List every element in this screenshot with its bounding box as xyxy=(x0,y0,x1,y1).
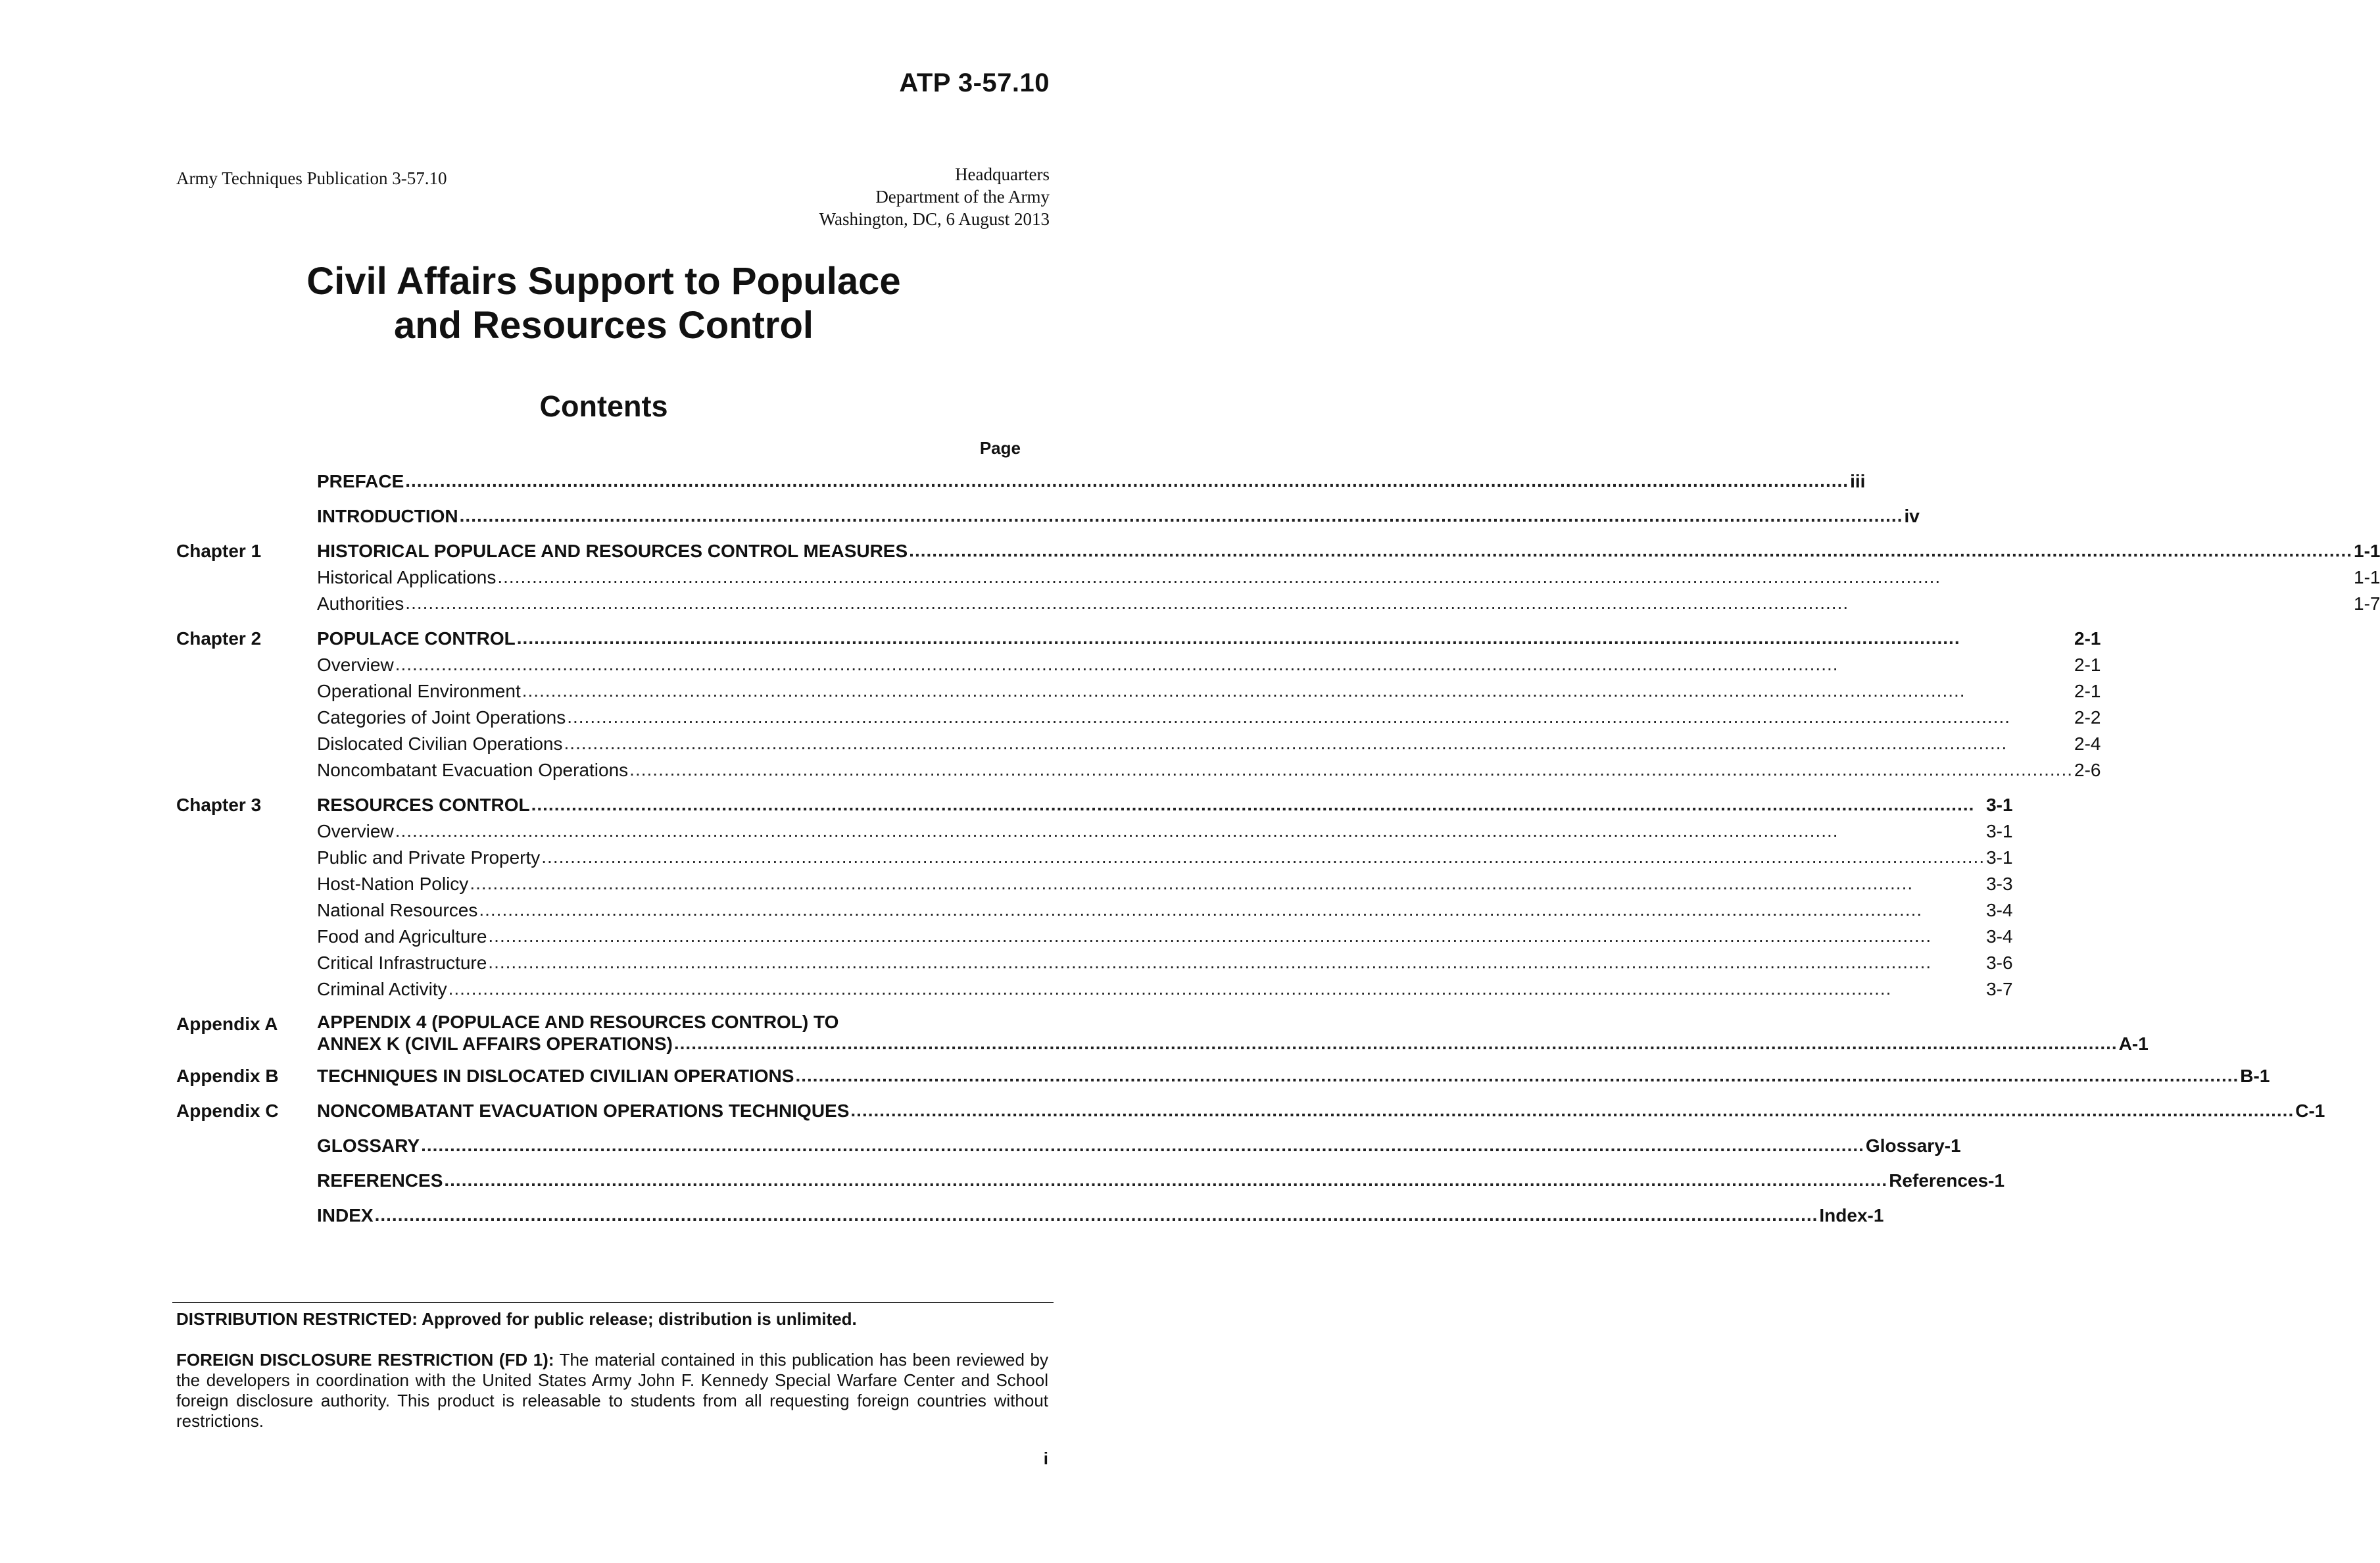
toc-entries xyxy=(317,1063,2270,1089)
toc-entry-title: Categories of Joint Operations xyxy=(317,707,566,728)
document-title xyxy=(0,259,1207,347)
toc-page-number: 3-1 xyxy=(1986,821,2013,841)
dot-leader xyxy=(531,791,1985,818)
toc-entry-title: INDEX xyxy=(317,1205,374,1226)
toc-entry-title: Authorities xyxy=(317,593,404,614)
dot-leader xyxy=(541,844,1985,870)
toc-entry[interactable] xyxy=(317,538,2380,564)
dot-leader xyxy=(395,651,2073,678)
toc-section-label xyxy=(176,1168,317,1194)
toc-entries xyxy=(317,538,2380,617)
toc-entry-title: Historical Applications xyxy=(317,567,497,587)
toc-page-number: 2-6 xyxy=(2074,760,2101,780)
dot-leader xyxy=(449,976,1985,1002)
authority-date-line: Washington, DC, 6 August 2013 xyxy=(819,209,1050,229)
dot-leader xyxy=(460,503,1903,529)
foreign-disclosure-label: FOREIGN DISCLOSURE RESTRICTION (FD 1): xyxy=(176,1350,554,1370)
toc-entry[interactable] xyxy=(317,1063,2270,1089)
toc-section-label xyxy=(176,1133,317,1159)
table-of-contents xyxy=(176,468,2380,1237)
toc-entry-title: Criminal Activity xyxy=(317,979,447,999)
toc-block xyxy=(176,503,1920,530)
toc-page-number: B-1 xyxy=(2240,1066,2270,1086)
publication-id: ATP 3-57.10 xyxy=(899,68,1050,97)
toc-entry[interactable] xyxy=(317,678,2101,705)
dot-leader xyxy=(850,1097,2294,1124)
toc-block xyxy=(176,1063,2270,1089)
toc-block xyxy=(176,1011,2149,1054)
toc-block xyxy=(176,538,2380,617)
toc-entry-title: REFERENCES xyxy=(317,1170,443,1191)
toc-entry-title: Overview xyxy=(317,821,394,841)
toc-entry-title: Food and Agriculture xyxy=(317,926,487,947)
toc-entry-title: Noncombatant Evacuation Operations xyxy=(317,760,629,780)
dot-leader xyxy=(421,1132,1864,1158)
toc-page-number: Glossary-1 xyxy=(1865,1135,1961,1156)
toc-page-number: 3-4 xyxy=(1986,926,2013,947)
dot-leader xyxy=(522,678,2073,704)
toc-entry[interactable] xyxy=(317,871,2013,897)
toc-entry-title: TECHNIQUES IN DISLOCATED CIVILIAN OPERATIONS xyxy=(317,1066,794,1086)
toc-section-label: Appendix B xyxy=(176,1066,279,1086)
toc-page-number: 2-1 xyxy=(2074,681,2101,701)
toc-entries xyxy=(317,1133,1961,1159)
toc-entry[interactable] xyxy=(317,731,2101,757)
toc-entry-title: Dislocated Civilian Operations xyxy=(317,733,563,754)
toc-page-number: 3-6 xyxy=(1986,953,2013,973)
toc-page-number: 2-4 xyxy=(2074,733,2101,754)
toc-entry[interactable] xyxy=(317,564,2380,591)
toc-entries xyxy=(317,626,2101,783)
foreign-disclosure-statement xyxy=(176,1350,1048,1431)
toc-entry-title: Host-Nation Policy xyxy=(317,874,469,894)
toc-page-number: 2-2 xyxy=(2074,707,2101,728)
toc-section-label: Chapter 3 xyxy=(176,795,262,815)
title-line: Civil Affairs Support to Populace xyxy=(306,260,901,303)
toc-entry-title[interactable]: APPENDIX 4 (POPULACE AND RESOURCES CONTROL) TO xyxy=(317,1012,839,1032)
toc-page-number: C-1 xyxy=(2295,1101,2325,1121)
toc-section-label xyxy=(176,468,317,495)
dot-leader xyxy=(909,537,2352,564)
toc-block xyxy=(176,626,2101,783)
toc-entry[interactable] xyxy=(317,1098,2325,1124)
toc-entry[interactable] xyxy=(317,976,2013,1003)
foreign-disclosure-text: The material contained in this publication has been reviewed by the developers in coordination with the United States Army John F. Kennedy Special Warfare Center and School foreign disclosure authority. This product is releasable to students from all requesting foreign countries without restrictions. xyxy=(176,1350,1048,1431)
toc-block xyxy=(176,468,1866,495)
toc-page-number: 3-7 xyxy=(1986,979,2013,999)
toc-page-number: 1-1 xyxy=(2354,541,2380,561)
toc-entry-title: Operational Environment xyxy=(317,681,521,701)
toc-page-number: 3-4 xyxy=(1986,900,2013,920)
distribution-statement: DISTRIBUTION RESTRICTED: Approved for public release; distribution is unlimited. xyxy=(176,1309,857,1329)
title-line: and Resources Control xyxy=(393,304,814,347)
toc-page-number: iii xyxy=(1850,471,1866,491)
dot-leader xyxy=(567,704,2073,730)
toc-entries xyxy=(317,1203,1883,1229)
toc-entry[interactable] xyxy=(317,897,2013,924)
toc-section-label xyxy=(176,1203,317,1229)
toc-entry[interactable] xyxy=(317,468,1865,495)
toc-entry-title: INTRODUCTION xyxy=(317,506,458,526)
dot-leader xyxy=(564,730,2073,757)
toc-entries xyxy=(317,1011,2149,1054)
toc-entry[interactable] xyxy=(317,1203,1883,1229)
toc-page-number: iv xyxy=(1904,506,1920,526)
toc-block xyxy=(176,1203,1884,1229)
toc-entry[interactable] xyxy=(317,950,2013,976)
dot-leader xyxy=(405,590,2352,616)
dot-leader xyxy=(405,468,1849,494)
dot-leader xyxy=(375,1202,1818,1228)
toc-entry-title: NONCOMBATANT EVACUATION OPERATIONS TECHNIQUES xyxy=(317,1101,850,1121)
toc-entry-title: Critical Infrastructure xyxy=(317,953,487,973)
toc-page-number: 2-1 xyxy=(2074,655,2101,675)
page-column-label: Page xyxy=(979,438,1021,458)
dot-leader xyxy=(795,1062,2239,1089)
dot-leader xyxy=(629,757,2073,783)
toc-entry[interactable] xyxy=(317,1033,2149,1054)
toc-entry-title: PREFACE xyxy=(317,471,404,491)
toc-section-label: Chapter 2 xyxy=(176,628,262,649)
toc-entry[interactable] xyxy=(317,792,2013,818)
publication-name: Army Techniques Publication 3-57.10 xyxy=(176,168,447,188)
toc-page-number: A-1 xyxy=(2118,1033,2149,1054)
toc-entry-title: HISTORICAL POPULACE AND RESOURCES CONTROL MEASURES xyxy=(317,541,908,561)
toc-entry-title: POPULACE CONTROL xyxy=(317,628,516,649)
toc-entries xyxy=(317,1168,2004,1194)
toc-page-number: Index-1 xyxy=(1819,1205,1884,1226)
toc-page-number: 1-1 xyxy=(2354,567,2380,587)
dot-leader xyxy=(470,870,1985,897)
dot-leader xyxy=(444,1167,1887,1193)
toc-entry-title: RESOURCES CONTROL xyxy=(317,795,530,815)
toc-page-number: 3-1 xyxy=(1986,847,2013,868)
toc-entry[interactable] xyxy=(317,705,2101,731)
toc-entry-title: GLOSSARY xyxy=(317,1135,420,1156)
toc-page-number: References-1 xyxy=(1889,1170,2005,1191)
toc-entry[interactable] xyxy=(317,591,2380,617)
toc-block xyxy=(176,792,2013,1003)
toc-entry-title: ANNEX K (CIVIL AFFAIRS OPERATIONS) xyxy=(317,1033,673,1054)
toc-section-label xyxy=(176,503,317,530)
contents-heading: Contents xyxy=(539,389,668,423)
toc-entries xyxy=(317,468,1865,495)
toc-block xyxy=(176,1133,1961,1159)
toc-section-label: Appendix C xyxy=(176,1101,279,1121)
footer-divider xyxy=(172,1302,1054,1303)
toc-entry[interactable] xyxy=(317,503,1920,530)
toc-section-label: Chapter 1 xyxy=(176,541,262,561)
toc-block xyxy=(176,1168,2005,1194)
dot-leader xyxy=(497,564,2352,590)
dot-leader xyxy=(488,923,1985,949)
authority-line: Department of the Army xyxy=(875,187,1050,207)
toc-entry-title: Overview xyxy=(317,655,394,675)
toc-entries xyxy=(317,503,1920,530)
toc-entry[interactable] xyxy=(317,818,2013,845)
dot-leader xyxy=(674,1032,2118,1054)
toc-page-number: 3-3 xyxy=(1986,874,2013,894)
toc-entry-title: National Resources xyxy=(317,900,478,920)
toc-block xyxy=(176,1098,2325,1124)
toc-entries xyxy=(317,792,2013,1003)
toc-entry[interactable] xyxy=(317,1168,2004,1194)
toc-entries xyxy=(317,1098,2325,1124)
page-number: i xyxy=(1043,1449,1048,1468)
toc-page-number: 3-1 xyxy=(1986,795,2013,815)
toc-page-number: 1-7 xyxy=(2354,593,2380,614)
authority-line: Headquarters xyxy=(955,164,1050,184)
dot-leader xyxy=(395,818,1985,844)
toc-entry[interactable] xyxy=(317,757,2101,783)
issuing-authority xyxy=(819,163,1050,230)
toc-entry[interactable] xyxy=(317,626,2101,652)
toc-entry[interactable] xyxy=(317,924,2013,950)
toc-page-number: 2-1 xyxy=(2074,628,2101,649)
toc-entry-title: Public and Private Property xyxy=(317,847,541,868)
toc-section-label: Appendix A xyxy=(176,1014,278,1034)
toc-entry[interactable] xyxy=(317,652,2101,678)
toc-entry[interactable] xyxy=(317,1133,1961,1159)
toc-entry[interactable] xyxy=(317,845,2013,871)
dot-leader xyxy=(479,897,1985,923)
dot-leader xyxy=(488,949,1985,976)
dot-leader xyxy=(517,625,2073,651)
